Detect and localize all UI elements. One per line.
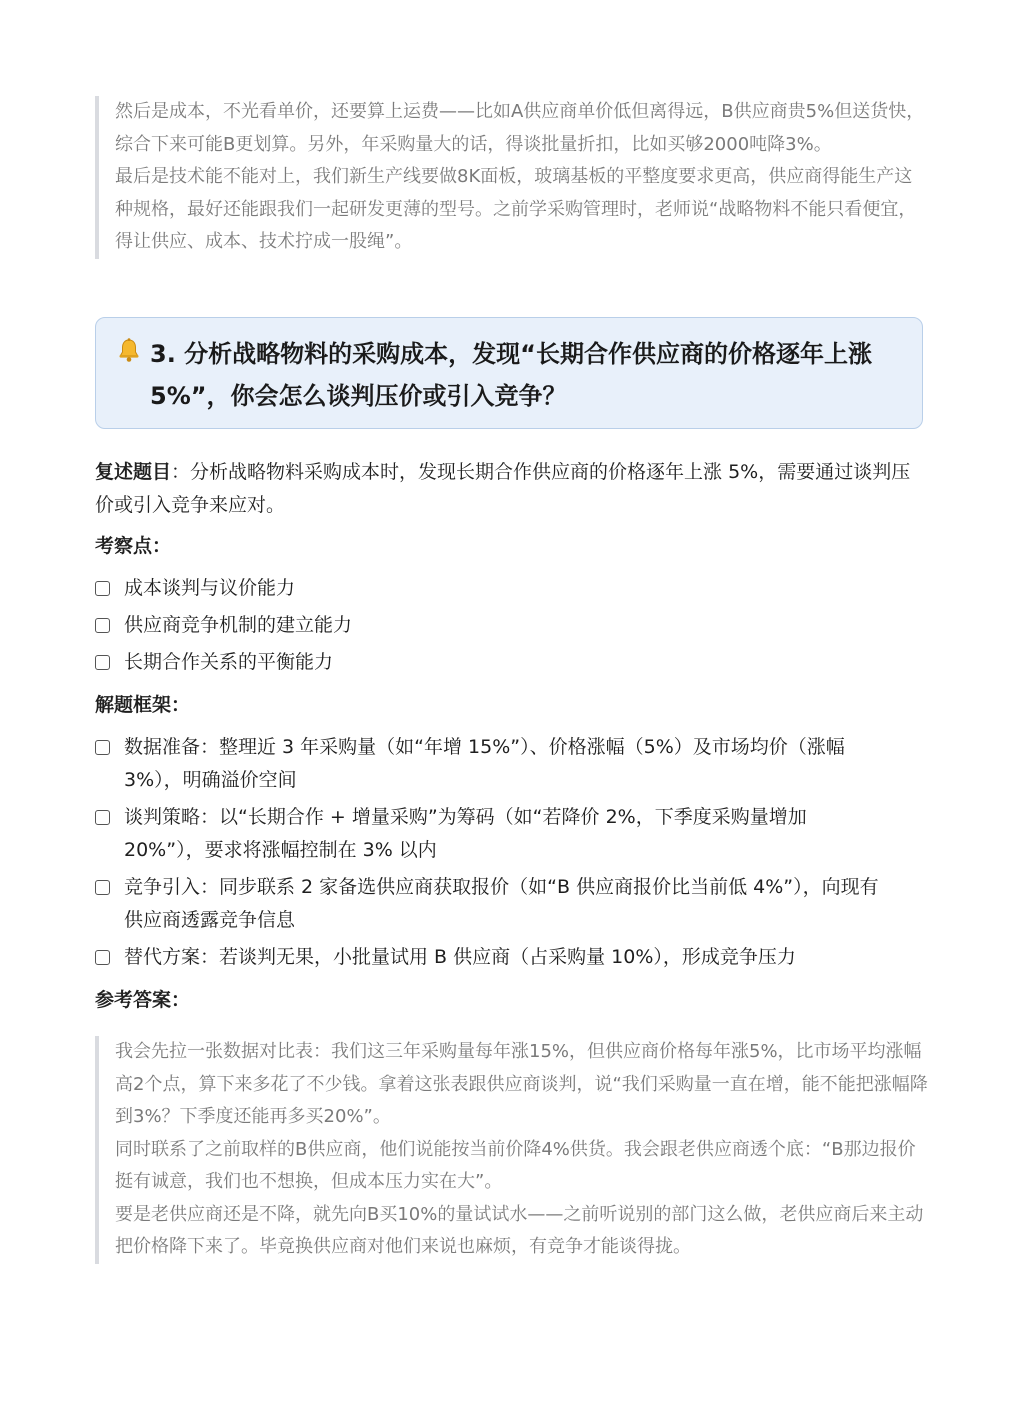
answer-label: 参考答案： [95, 989, 191, 1011]
answer-paragraph: 要是老供应商还是不降，就先向B买10%的量试试水——之前听说别的部门这么做，老供应商后来主动把价格降下来了。毕竟换供应商对他们来说也麻烦，有竞争才能谈得拢。 [115, 1203, 924, 1257]
checklist-item-text: 数据准备：整理近 3 年采购量（如“年增 15%”）、价格涨幅（5%）及市场均价（涨幅 3%），明确溢价空间 [124, 736, 845, 791]
question-title: 3. 分析战略物料的采购成本，发现“长期合作供应商的价格逐年上涨 5%”，你会怎么谈判压价或引入竞争？ [150, 340, 872, 410]
checklist-item [95, 731, 925, 796]
framework-label: 解题框架： [95, 694, 191, 716]
question-callout [95, 317, 923, 429]
checkbox[interactable] [95, 655, 110, 670]
checklist-item [95, 646, 925, 679]
restate-text: 分析战略物料采购成本时，发现长期合作供应商的价格逐年上涨 5%，需要通过谈判压价或引入竞争来应对。 [95, 461, 911, 516]
checklist-item [95, 871, 925, 936]
bell-icon [116, 337, 142, 363]
answer-paragraph: 我会先拉一张数据对比表：我们这三年采购量每年涨15%，但供应商价格每年涨5%，比市场平均涨幅高2个点，算下来多花了不少钱。拿着这张表跟供应商谈判，说“我们采购量一直在增，能不能把涨幅降到3%？下季度还能再多买20%”。 [115, 1041, 928, 1127]
quote-paragraph: 最后是技术能不能对上，我们新生产线要做8K面板，玻璃基板的平整度要求更高，供应商得能生产这种规格，最好还能跟我们一起研发更薄的型号。之前学采购管理时，老师说“战略物料不能只看便宜，得让供应、成本、技术拧成一股绳”。 [115, 166, 917, 252]
restate-label: 复述题目 [95, 461, 172, 483]
exam-points-label: 考察点： [95, 535, 172, 557]
checklist-item [95, 609, 925, 642]
answer-paragraph: 同时联系了之前取样的B供应商，他们说能按当前价降4%供货。我会跟老供应商透个底：“B那边报价挺有诚意，我们也不想换，但成本压力实在大”。 [115, 1138, 916, 1192]
checkbox[interactable] [95, 950, 110, 965]
checklist-item-text: 替代方案：若谈判无果，小批量试用 B 供应商（占采购量 10%），形成竞争压力 [124, 946, 796, 968]
answer-quote [95, 1036, 929, 1264]
checklist-item-text: 成本谈判与议价能力 [124, 577, 296, 599]
top-quote [95, 96, 929, 259]
restate-paragraph [95, 456, 925, 521]
checkbox[interactable] [95, 810, 110, 825]
checkbox[interactable] [95, 740, 110, 755]
checklist-item-text: 竞争引入：同步联系 2 家备选供应商获取报价（如“B 供应商报价比当前低 4%”），向现有供应商透露竞争信息 [124, 876, 879, 931]
quote-paragraph: 然后是成本，不光看单价，还要算上运费——比如A供应商单价低但离得远，B供应商贵5%但送货快，综合下来可能B更划算。另外，年采购量大的话，得谈批量折扣，比如买够2000吨降3%。 [115, 101, 925, 155]
checklist-item-text: 长期合作关系的平衡能力 [124, 651, 334, 673]
checkbox[interactable] [95, 880, 110, 895]
checkbox[interactable] [95, 618, 110, 633]
checklist-item [95, 801, 925, 866]
checklist-item-text: 谈判策略：以“长期合作 + 增量采购”为筹码（如“若降价 2%，下季度采购量增加 20%”），要求将涨幅控制在 3% 以内 [124, 806, 807, 861]
checklist-item [95, 572, 925, 605]
restate-separator: ： [171, 461, 191, 483]
checklist-item [95, 941, 925, 974]
checkbox[interactable] [95, 581, 110, 596]
checklist-item-text: 供应商竞争机制的建立能力 [124, 614, 353, 636]
